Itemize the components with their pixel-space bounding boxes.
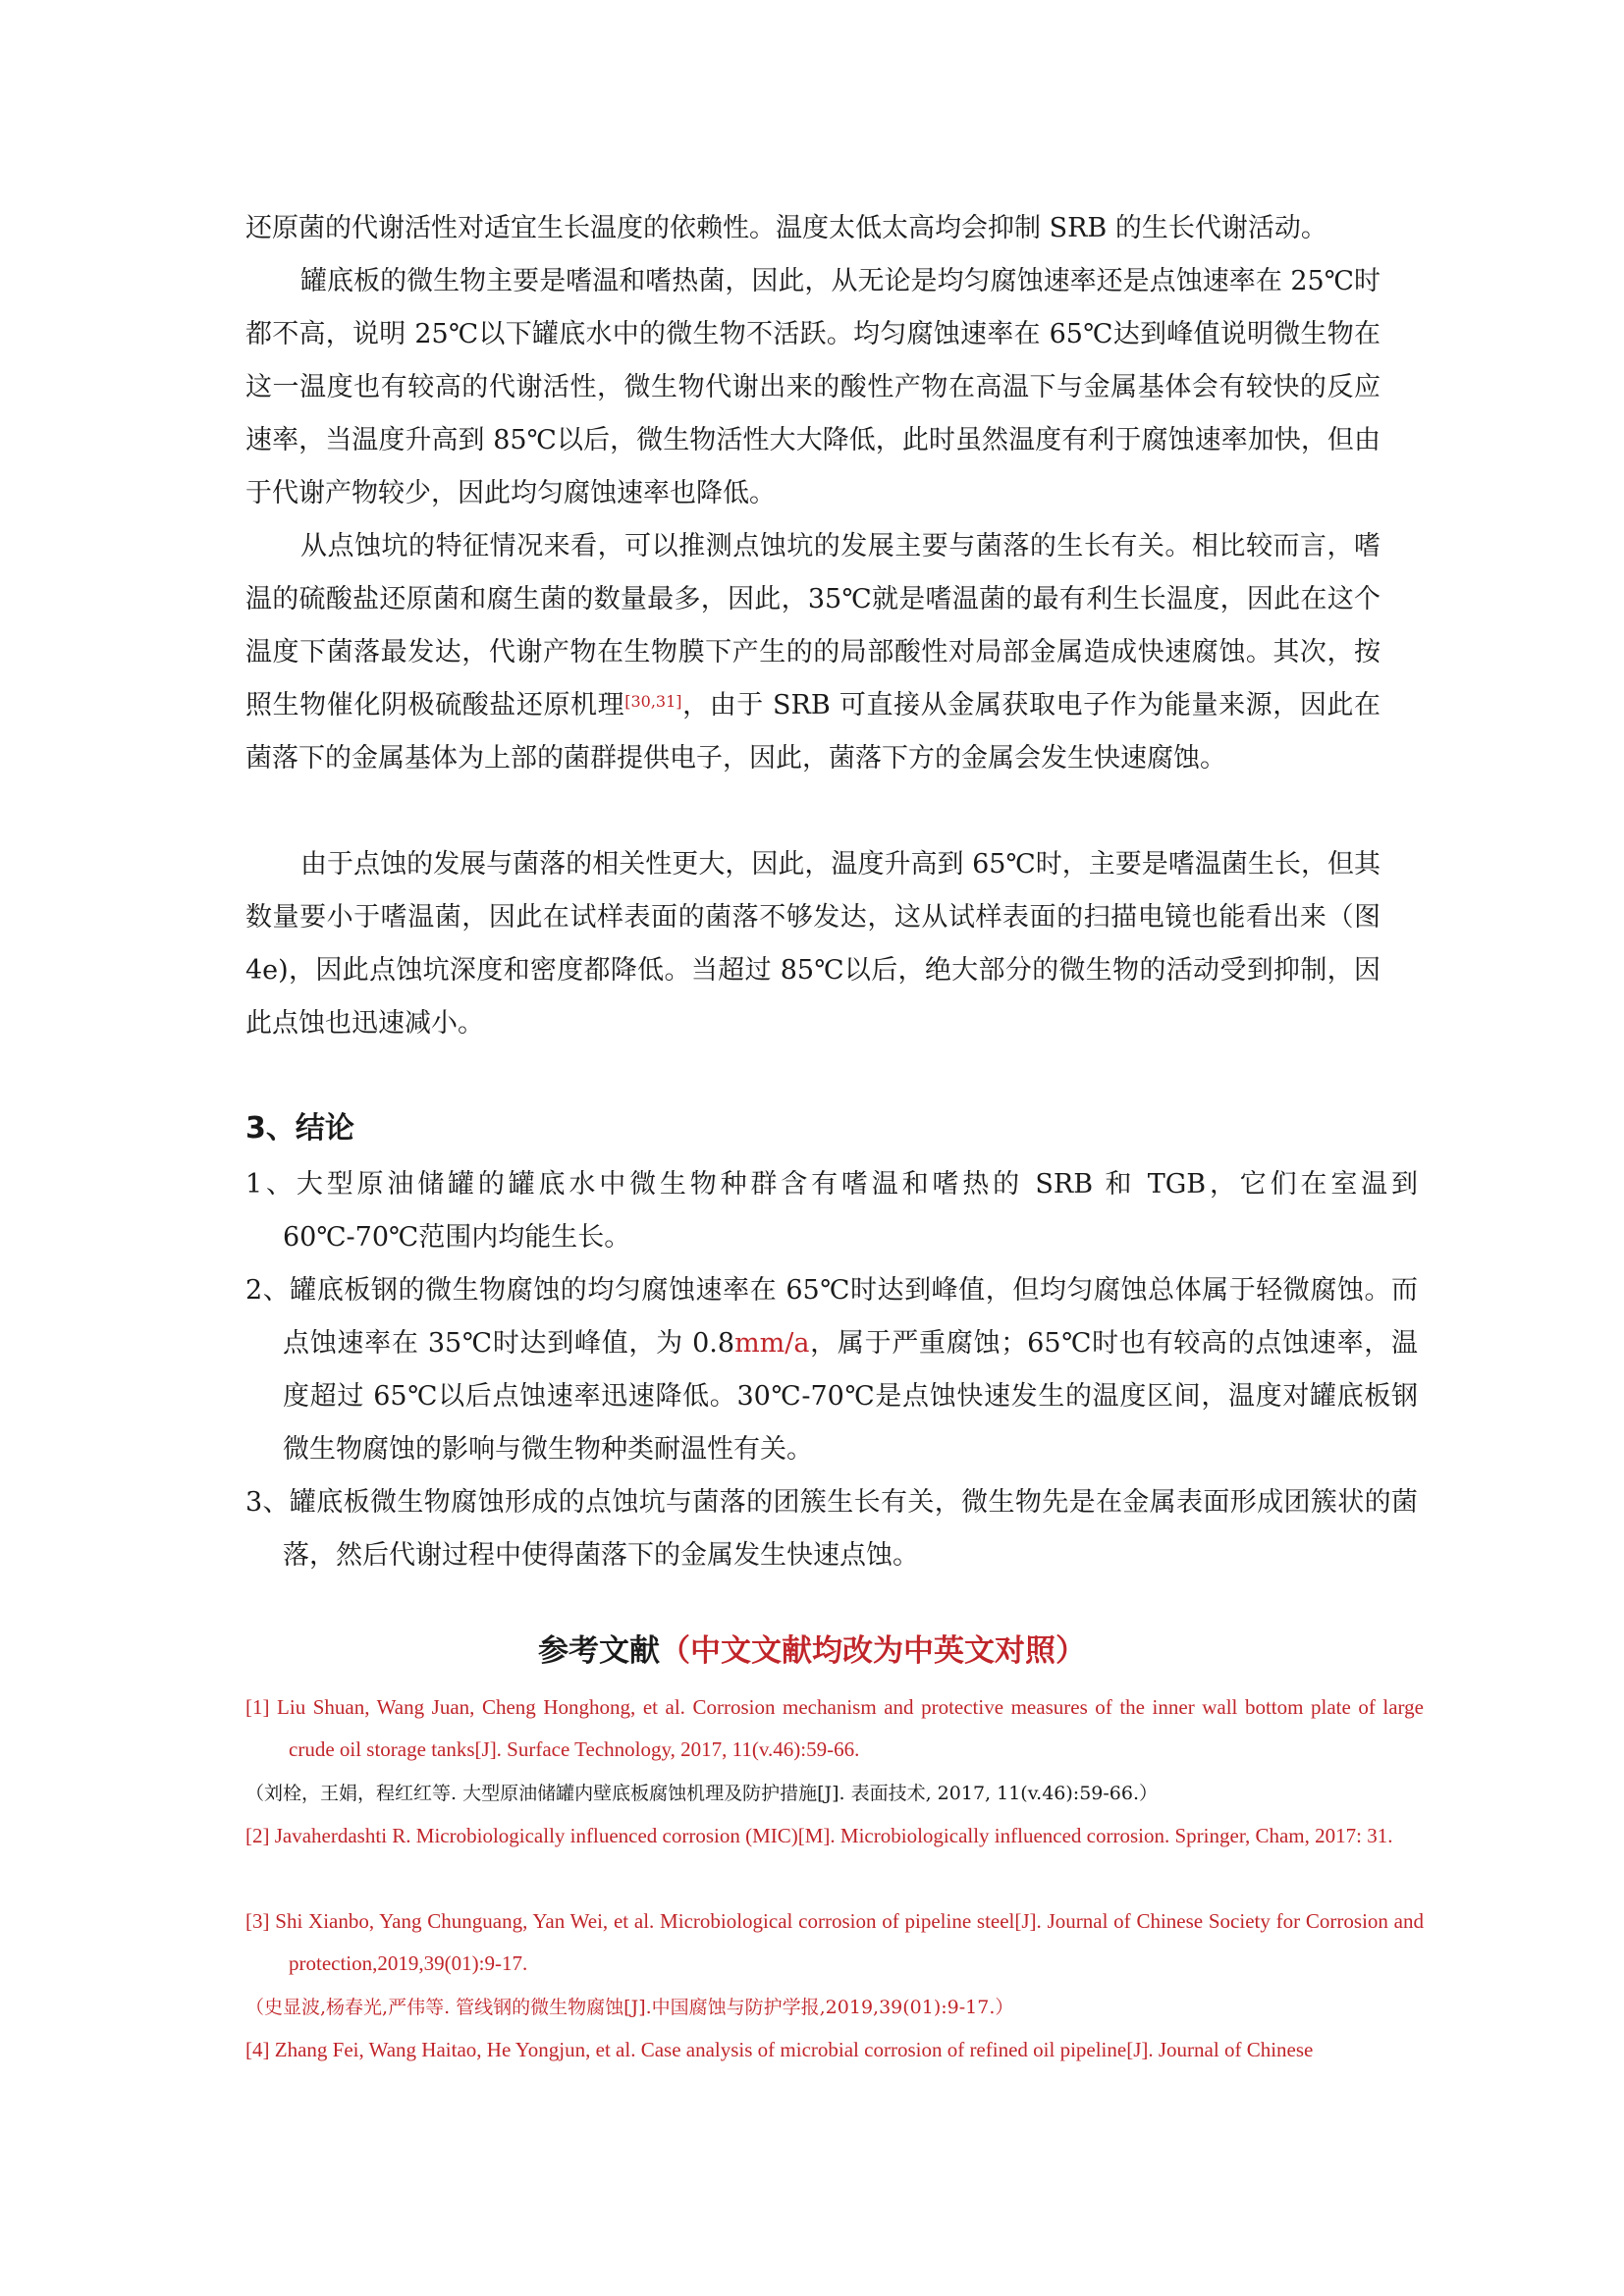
references-title-text: 参考文献 bbox=[538, 1633, 660, 1669]
reference-2-english: [2] Javaherdashti R. Microbiologically influenced corrosion (MIC)[M]. Microbiologically influenced corrosion. Springer, Cham, 2017: 31. bbox=[245, 1824, 1393, 1847]
conclusion-item-2-part-a: 2、罐底板钢的微生物腐蚀的均匀腐蚀速率在 65℃时达到峰值，但均匀腐蚀总体属于轻微腐蚀。而点蚀速率在 35℃时达到峰值，为 0.8 bbox=[245, 1275, 1418, 1359]
paragraph-3-part-a: 从点蚀坑的特征情况来看，可以推测点蚀坑的发展主要与菌落的生长有关。相比较而言，嗜温的硫酸盐还原菌和腐生菌的数量最多，因此，35℃就是嗜温菌的最有利生长温度，因此在这个温度下菌落最发达，代谢产物在生物膜下产生的的局部酸性对局部金属造成快速腐蚀。其次，按照生物催化阴极硫酸盐还原机理 bbox=[245, 531, 1380, 721]
paragraph-2: 罐底板的微生物主要是嗜温和嗜热菌，因此，从无论是均匀腐蚀速率还是点蚀速率在 25℃时都不高，说明 25℃以下罐底水中的微生物不活跃。均匀腐蚀速率在 65℃达到峰值说明微生物在这一温度也有较高的代谢活性，微生物代谢出来的酸性产物在高温下与金属基体会有较快的反应速率，当温度升高到 85℃以后，微生物活性大大降低，此时虽然温度有利于腐蚀速率加快，但由于代谢产物较少，因此均匀腐蚀速率也降低。 bbox=[245, 266, 1380, 508]
conclusion-item-2 bbox=[245, 1264, 1418, 1476]
conclusion-item-3: 3、罐底板微生物腐蚀形成的点蚀坑与菌落的团簇生长有关，微生物先是在金属表面形成团簇状的菌落，然后代谢过程中使得菌落下的金属发生快速点蚀。 bbox=[245, 1487, 1418, 1571]
paragraph-3-part-b: ，由于 SRB 可直接从金属获取电子作为能量来源，因此在菌落下的金属基体为上部的菌群提供电子，因此，菌落下方的金属会发生快速腐蚀。 bbox=[245, 690, 1381, 774]
unit-mm-per-year: mm/a bbox=[734, 1328, 810, 1359]
paragraph-4: 由于点蚀的发展与菌落的相关性更大，因此，温度升高到 65℃时，主要是嗜温菌生长，但其数量要小于嗜温菌，因此在试样表面的菌落不够发达，这从试样表面的扫描电镜也能看出来（图 4e)，因此点蚀坑深度和密度都降低。当超过 85℃以后，绝大部分的微生物的活动受到抑制，因此点蚀也迅速减小。 bbox=[245, 849, 1380, 1039]
references-title bbox=[0, 1629, 1624, 1673]
paragraph-3 bbox=[245, 520, 1380, 785]
references-title-note: （中文文献均改为中英文对照） bbox=[660, 1633, 1086, 1669]
reference-1-chinese: （刘栓，王娟，程红红等. 大型原油储罐内壁底板腐蚀机理及防护措施[J]. 表面技术, 2017, 11(v.46):59-66.） bbox=[245, 1783, 1159, 1804]
reference-3-english: [3] Shi Xianbo, Yang Chunguang, Yan Wei, et al. Microbiological corrosion of pipeline steel[J]. Journal of Chinese Society for Corrosion and protection,2019,39(01):9-17. bbox=[245, 1909, 1424, 1975]
reference-4-english: [4] Zhang Fei, Wang Haitao, He Yongjun, et al. Case analysis of microbial corrosion of refined oil pipeline[J]. Journal of Chinese bbox=[245, 2038, 1314, 2061]
paragraph-1: 还原菌的代谢活性对适宜生长温度的依赖性。温度太低太高均会抑制 SRB 的生长代谢活动。 bbox=[245, 213, 1327, 243]
citation-30-31[interactable]: [30,31] bbox=[624, 692, 682, 711]
conclusion-item-2-part-b: ，属于严重腐蚀；65℃时也有较高的点蚀速率，温度超过 65℃以后点蚀速率迅速降低。30℃-70℃是点蚀快速发生的温度区间，温度对罐底板钢微生物腐蚀的影响与微生物种类耐温性有关。 bbox=[283, 1328, 1418, 1465]
conclusion-item-1: 1、大型原油储罐的罐底水中微生物种群含有嗜温和嗜热的 SRB 和 TGB，它们在室温到 60℃-70℃范围内均能生长。 bbox=[245, 1169, 1418, 1253]
reference-3-chinese: （史显波,杨春光,严伟等. 管线钢的微生物腐蚀[J].中国腐蚀与防护学报,2019,39(01):9-17.） bbox=[245, 1997, 1014, 2018]
reference-1-english: [1] Liu Shuan, Wang Juan, Cheng Honghong, et al. Corrosion mechanism and protective measures of the inner wall bottom plate of large crude oil storage tanks[J]. Surface Technology, 2017, 11(v.46):59-66. bbox=[245, 1695, 1424, 1761]
conclusion-heading: 3、结论 bbox=[245, 1111, 354, 1146]
